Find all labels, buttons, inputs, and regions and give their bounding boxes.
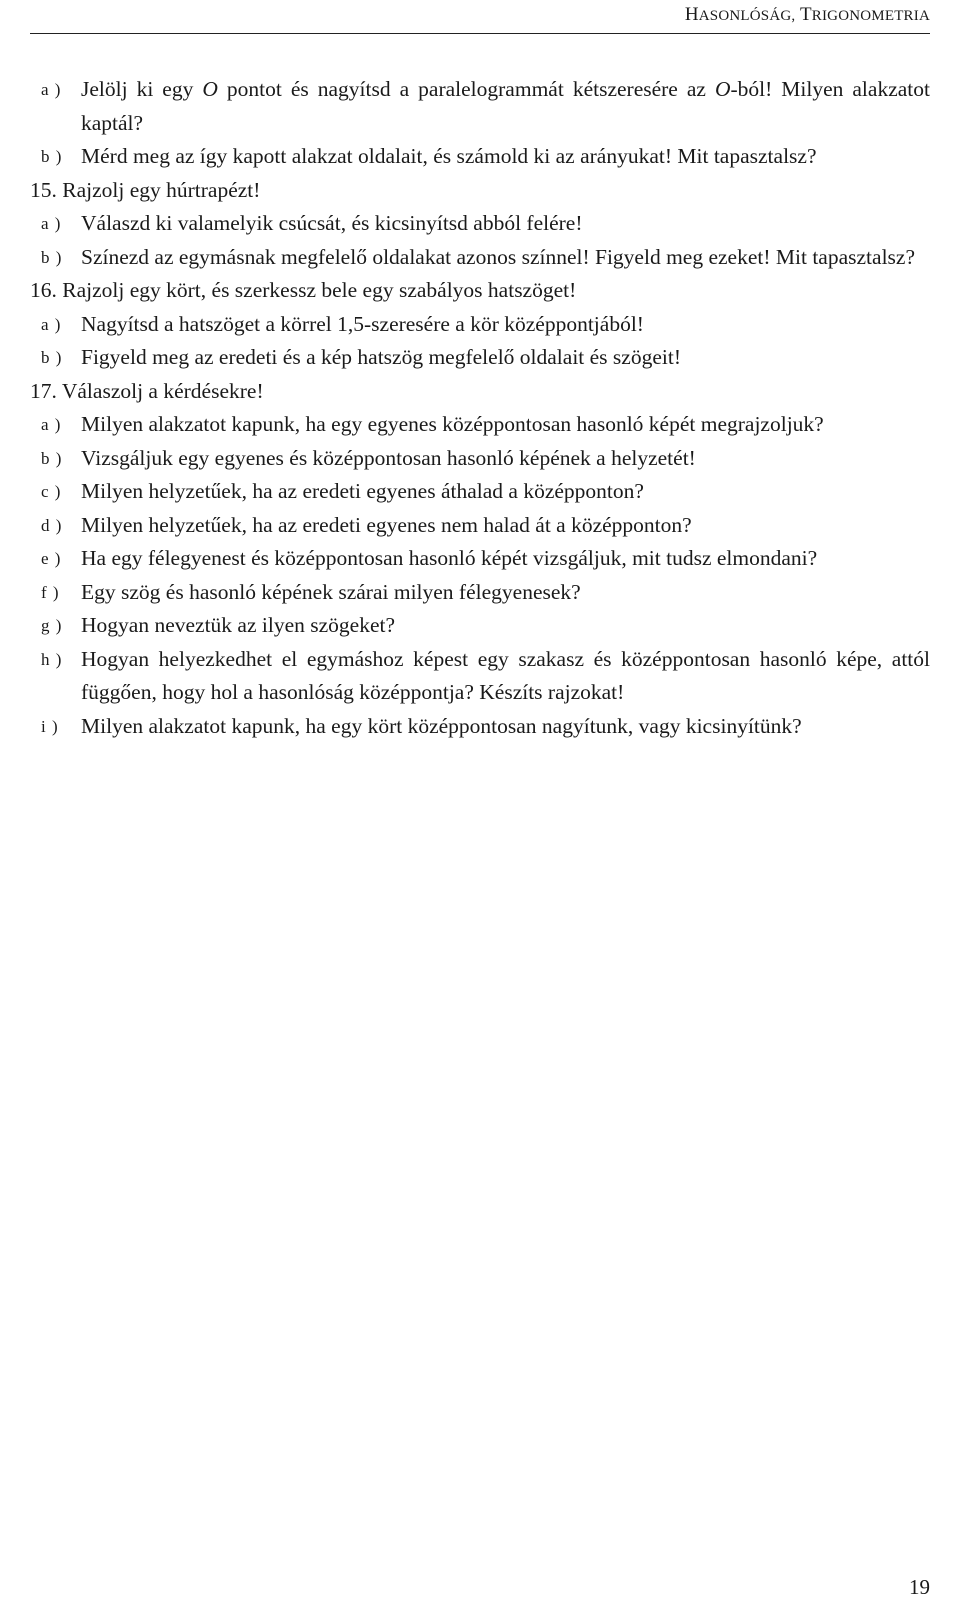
- problem-14-item-a: [30, 73, 930, 140]
- item-marker: c ): [41, 482, 62, 501]
- problem-17-item-b: [30, 442, 930, 476]
- problem-17-item-h: [30, 643, 930, 710]
- item-text: Hogyan neveztük az ilyen szögeket?: [81, 613, 396, 637]
- problem-15-heading: 15. Rajzolj egy húrtrapézt!: [30, 177, 261, 202]
- item-marker: a ): [41, 80, 62, 99]
- item-text: Vizsgáljuk egy egyenes és középpontosan hasonló képének a helyzetét!: [81, 445, 696, 470]
- item-text-part: pontot és nagyítsd a paralelogrammát kétszeresére az: [217, 77, 715, 101]
- item-marker: a ): [41, 415, 62, 434]
- item-text: Mérd meg az így kapott alakzat oldalait, és számold ki az arányukat! Mit tapasztalsz?: [81, 144, 817, 168]
- item-marker: b ): [41, 147, 63, 166]
- header-rule: [30, 33, 930, 34]
- running-header-rest2: RIGONOMETRIA: [811, 8, 930, 24]
- running-header-rest1: ASONLÓSÁG,: [698, 8, 796, 24]
- point-o-label: O: [714, 77, 731, 101]
- problem-17-heading: 17. Válaszolj a kérdésekre!: [30, 378, 264, 403]
- item-text: Egy szög és hasonló képének szárai milyen félegyenesek?: [81, 579, 581, 604]
- page-number: 19: [909, 1575, 930, 1599]
- item-text: Hogyan helyezkedhet el egymáshoz képest egy szakasz és középpontosan hasonló képe, attól függően, hogy hol a hasonlóság középpontja? Készíts rajzokat!: [81, 646, 930, 704]
- item-text: Milyen alakzatot kapunk, ha egy kört középpontosan nagyítunk, vagy kicsinyítünk?: [81, 713, 802, 738]
- item-marker: b ): [41, 348, 63, 367]
- item-marker: b ): [41, 247, 63, 267]
- problem-15-item-b: [30, 241, 930, 275]
- problem-17-item-a: [30, 408, 930, 442]
- item-marker: g ): [41, 616, 63, 635]
- problem-17-item-e: [30, 542, 930, 576]
- problem-16-item-b: [30, 341, 930, 375]
- item-text: Válaszd ki valamelyik csúcsát, és kicsinyítsd abból felére!: [81, 211, 583, 235]
- problem-16-heading: 16. Rajzolj egy kört, és szerkessz bele egy szabályos hatszöget!: [30, 278, 577, 302]
- item-text: Milyen alakzatot kapunk, ha egy egyenes középpontosan hasonló képét megrajzoljuk?: [81, 412, 824, 436]
- running-header-cap2: T: [799, 4, 812, 25]
- problem-16-item-a: [30, 308, 930, 342]
- problem-17-item-g: [30, 609, 930, 643]
- running-header: [685, 4, 930, 26]
- item-text: Ha egy félegyenest és középpontosan hasonló képét vizsgáljuk, mit tudsz elmondani?: [81, 546, 818, 570]
- page-content: [30, 73, 930, 743]
- problem-17-item-c: [30, 475, 930, 509]
- item-text: Figyeld meg az eredeti és a kép hatszög megfelelő oldalait és szögeit!: [81, 345, 681, 369]
- item-marker: b ): [41, 448, 63, 468]
- item-text-part: -ból! Milyen alakzatot kaptál?: [81, 77, 930, 135]
- problem-17-item-d: [30, 509, 930, 543]
- problem-14-item-b: [30, 140, 930, 174]
- item-marker: h ): [41, 649, 63, 669]
- item-text: Színezd az egymásnak megfelelő oldalakat azonos színnel! Figyeld meg ezeket! Mit tapasztalsz?: [81, 244, 915, 269]
- point-o-label: O: [202, 77, 218, 101]
- item-text: Milyen helyzetűek, ha az eredeti egyenes nem halad át a középponton?: [81, 512, 692, 537]
- item-marker: e ): [41, 549, 62, 568]
- problem-15-item-a: [30, 207, 930, 241]
- item-text: [81, 77, 930, 135]
- item-marker: a ): [41, 214, 62, 233]
- item-marker: i ): [41, 716, 59, 736]
- item-marker: d ): [41, 515, 63, 535]
- item-text: Milyen helyzetűek, ha az eredeti egyenes áthalad a középponton?: [81, 479, 644, 503]
- problem-17-item-f: [30, 576, 930, 610]
- item-text-part: Jelölj ki egy: [81, 77, 203, 101]
- item-marker: f ): [41, 582, 60, 602]
- problem-17-item-i: [30, 710, 930, 744]
- running-header-cap1: H: [684, 4, 699, 25]
- item-marker: a ): [41, 314, 62, 334]
- item-text: Nagyítsd a hatszöget a körrel 1,5-szeresére a kör középpontjából!: [81, 311, 644, 336]
